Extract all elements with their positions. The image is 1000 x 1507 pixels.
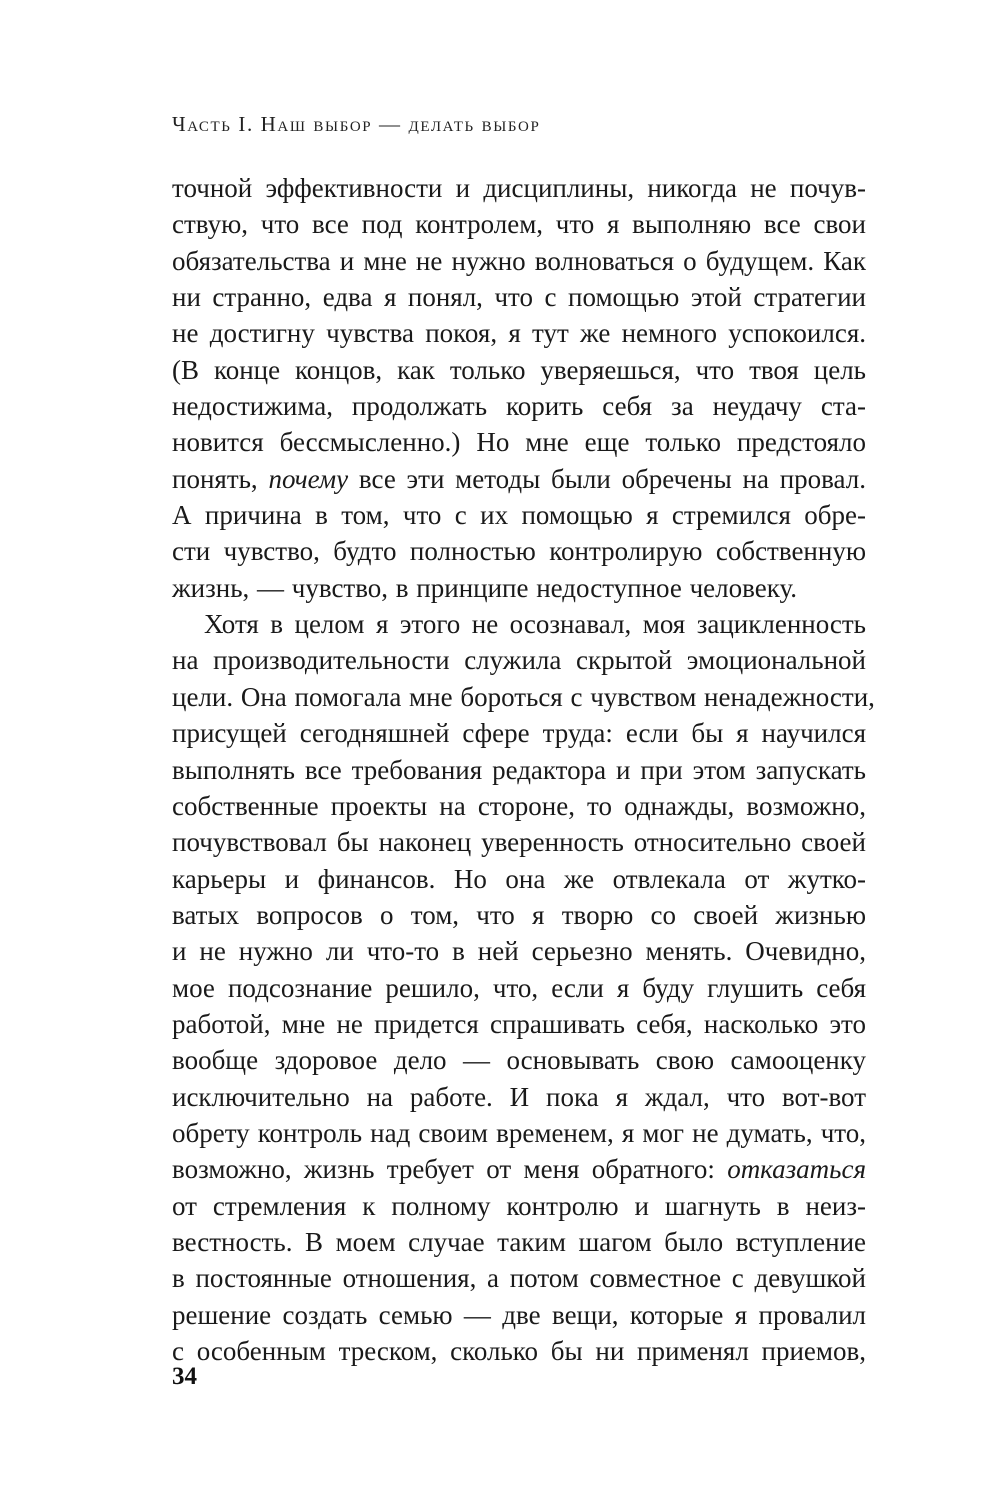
- text-line: возможно, жизнь требует от меня обратного: отказаться: [172, 1154, 866, 1185]
- text-line: недостижима, продолжать корить себя за неудачу ста-: [172, 391, 866, 422]
- body-text: [172, 170, 875, 1369]
- text-line: от стремления к полному контролю и шагнуть в неиз-: [172, 1190, 866, 1221]
- text-line: сти чувство, будто полностью контролирую собственную: [172, 536, 866, 567]
- running-head: Часть I. Наш выбор — делать выбор: [172, 112, 541, 136]
- text-line: ни странно, едва я понял, что с помощью этой стратегии: [172, 282, 866, 313]
- text-line: ствую, что все под контролем, что я выполняю все свои: [172, 209, 866, 240]
- emphasis: отказаться: [727, 1154, 866, 1185]
- page-number: 34: [172, 1363, 197, 1390]
- text-line: понять, почему все эти методы были обречены на провал.: [172, 463, 866, 494]
- text-line: Хотя в целом я этого не осознавал, моя зацикленность: [204, 609, 866, 640]
- text-line: А причина в том, что с их помощью я стремился обре-: [172, 500, 866, 531]
- text-line: (В конце концов, как только уверяешься, что твоя цель: [172, 354, 866, 385]
- text-line: собственные проекты на стороне, то однажды, возможно,: [172, 790, 866, 821]
- text-line: жизнь, — чувство, в принципе недоступное человеку.: [172, 572, 797, 603]
- text-line: обязательства и мне не нужно волноваться о будущем. Как: [172, 245, 866, 276]
- text-line: новится бессмысленно.) Но мне еще только предстояло: [172, 427, 866, 458]
- text-line: не достигну чувства покоя, я тут же немного успокоился.: [172, 318, 866, 349]
- text-line: в постоянные отношения, а потом совместное с девушкой: [172, 1263, 866, 1294]
- text-line: мое подсознание решило, что, если я буду глушить себя: [172, 972, 866, 1003]
- text-line: исключительно на работе. И пока я ждал, что вот-вот: [172, 1081, 866, 1112]
- text-line: почувствовал бы наконец уверенность относительно своей: [172, 827, 866, 858]
- text-line: решение создать семью — две вещи, которые я провалил: [172, 1299, 866, 1330]
- emphasis: почему: [268, 463, 349, 494]
- text-line: выполнять все требования редактора и при этом запускать: [172, 754, 866, 785]
- text-line: цели. Она помогала мне бороться с чувством ненадежности,: [172, 681, 875, 712]
- text-line: ватых вопросов о том, что я творю со своей жизнью: [172, 899, 866, 930]
- text-line: на производительности служила скрытой эмоциональной: [172, 645, 866, 676]
- text-line: с особенным треском, сколько бы ни применял приемов,: [172, 1336, 866, 1366]
- text-line: и не нужно ли что-то в ней серьезно менять. Очевидно,: [172, 936, 866, 967]
- text-line: карьеры и финансов. Но она же отвлекала от жутко-: [172, 863, 866, 894]
- text-line: обрету контроль над своим временем, я мог не думать, что,: [172, 1117, 866, 1148]
- text-line: работой, мне не придется спрашивать себя, насколько это: [172, 1008, 866, 1039]
- text-line: точной эффективности и дисциплины, никогда не почув-: [172, 173, 866, 203]
- text-line: вестность. В моем случае таким шагом было вступление: [172, 1226, 866, 1257]
- text-line: присущей сегодняшней сфере труда: если бы я научился: [172, 718, 866, 749]
- text-line: вообще здоровое дело — основывать свою самооценку: [172, 1045, 866, 1076]
